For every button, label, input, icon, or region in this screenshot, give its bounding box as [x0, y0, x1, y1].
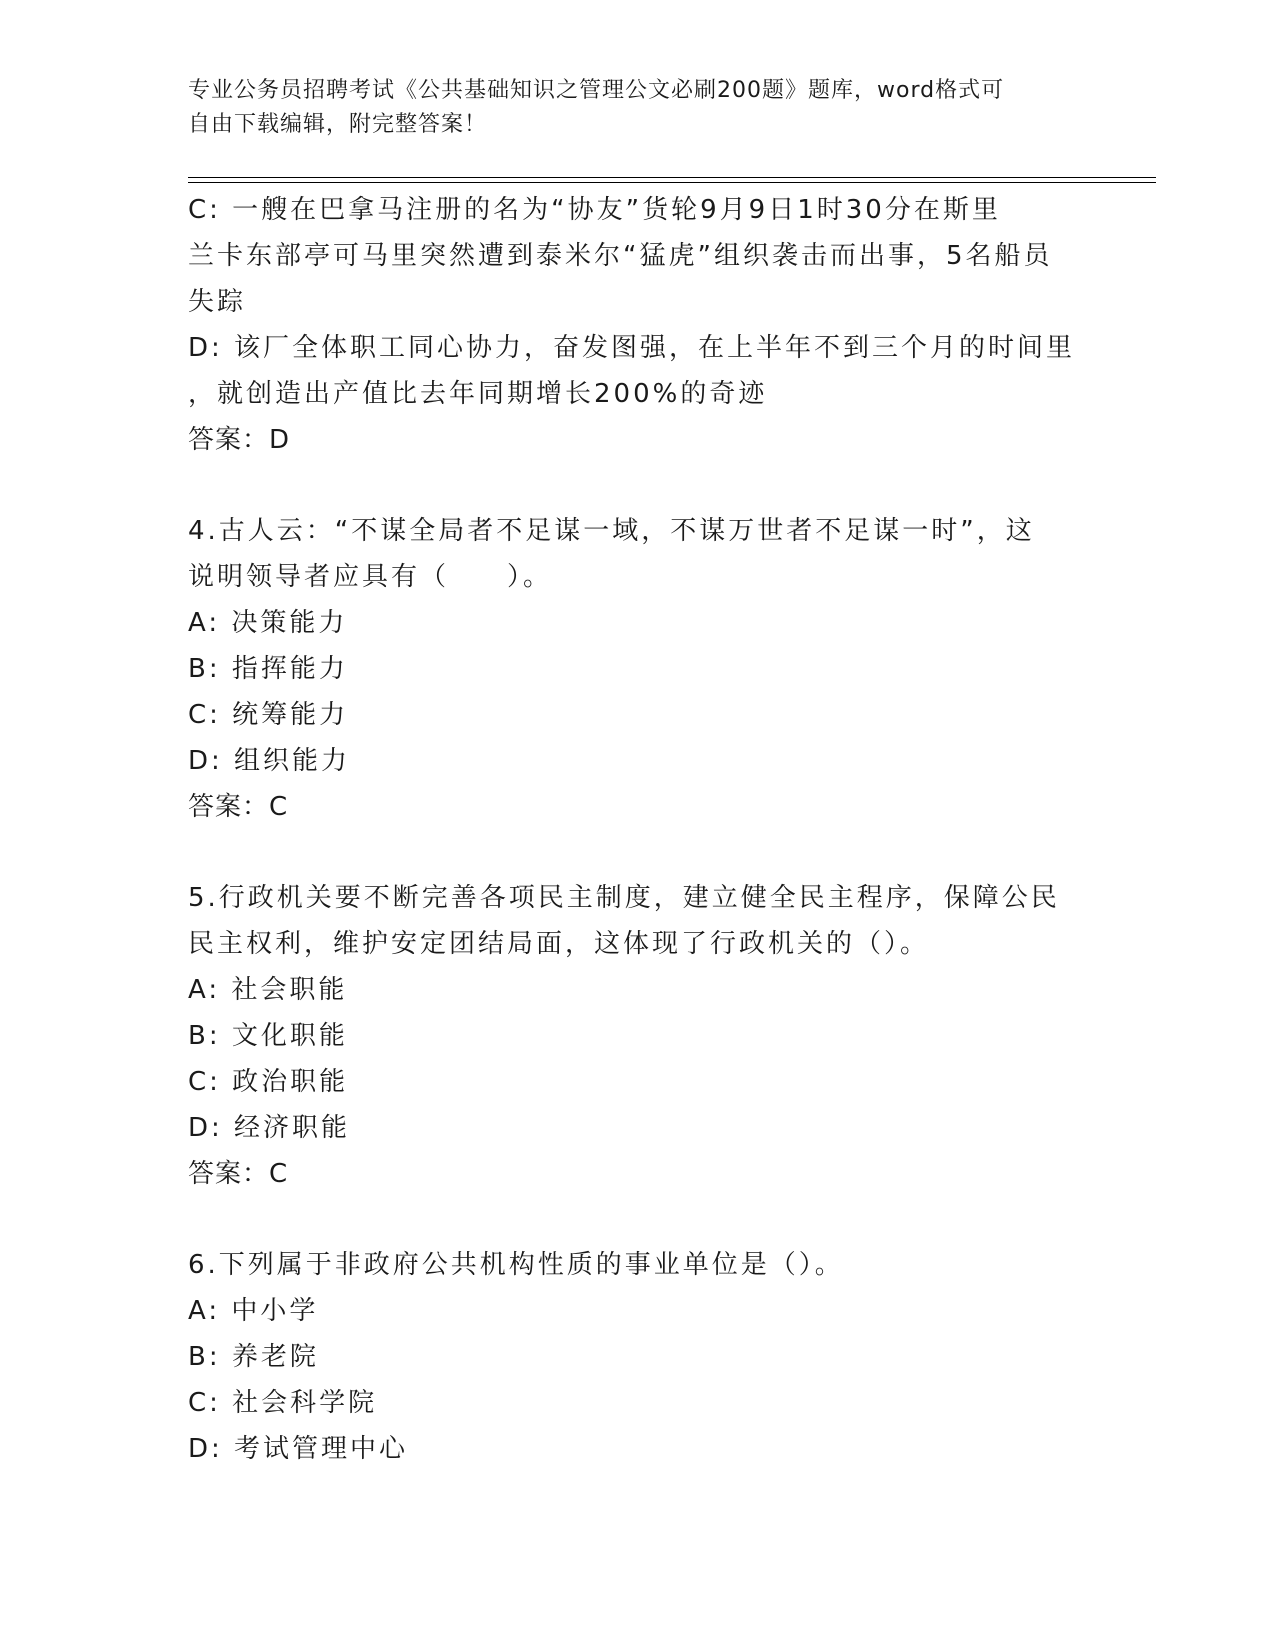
header-rule-top — [188, 177, 1156, 178]
document-body — [188, 187, 1088, 1472]
header-line-1: 专业公务员招聘考试《公共基础知识之管理公文必刷200题》题库，word格式可 — [188, 78, 1005, 103]
question-4 — [188, 508, 1088, 830]
option-d-line-2: ，就创造出产值比去年同期增长200%的奇迹 — [188, 379, 768, 409]
question-3-tail — [188, 187, 1088, 463]
answer-line: 答案：C — [188, 1159, 289, 1189]
question-stem-line-1: 4.古人云：“不谋全局者不足谋一域，不谋万世者不足谋一时”，这 — [188, 516, 1035, 546]
option-c-line-1: C: 一艘在巴拿马注册的名为“协友”货轮9月9日1时30分在斯里 — [188, 195, 1001, 225]
option-d: D: 经济职能 — [188, 1113, 351, 1143]
question-stem-line-1: 6.下列属于非政府公共机构性质的事业单位是（）。 — [188, 1250, 844, 1280]
answer-line: 答案：C — [188, 792, 289, 822]
question-5 — [188, 875, 1088, 1197]
question-spacer — [188, 830, 1088, 875]
option-d: D: 考试管理中心 — [188, 1434, 409, 1464]
option-c-line-3: 失踪 — [188, 287, 247, 317]
option-b: B: 指挥能力 — [188, 654, 348, 684]
option-a: A: 决策能力 — [188, 608, 348, 638]
option-c-line-2: 兰卡东部亭可马里突然遭到泰米尔“猛虎”组织袭击而出事，5名船员 — [188, 241, 1053, 271]
option-d-line-1: D: 该厂全体职工同心协力，奋发图强，在上半年不到三个月的时间里 — [188, 333, 1076, 363]
question-stem-line-2: 民主权利，维护安定团结局面，这体现了行政机关的（）。 — [188, 929, 930, 959]
question-spacer — [188, 1197, 1088, 1242]
option-b: B: 养老院 — [188, 1342, 319, 1372]
option-c: C: 政治职能 — [188, 1067, 349, 1097]
option-a: A: 社会职能 — [188, 975, 348, 1005]
header-rule-bottom — [188, 182, 1156, 183]
question-spacer — [188, 463, 1088, 508]
page-header — [188, 74, 1088, 142]
option-d: D: 组织能力 — [188, 746, 351, 776]
header-line-2: 自由下载编辑，附完整答案！ — [188, 112, 488, 137]
option-b: B: 文化职能 — [188, 1021, 348, 1051]
answer-line: 答案：D — [188, 425, 291, 455]
question-6 — [188, 1242, 1088, 1472]
option-c: C: 统筹能力 — [188, 700, 349, 730]
option-c: C: 社会科学院 — [188, 1388, 378, 1418]
question-stem-line-2: 说明领导者应具有（ ）。 — [188, 562, 553, 592]
option-a: A: 中小学 — [188, 1296, 319, 1326]
question-stem-line-1: 5.行政机关要不断完善各项民主制度，建立健全民主程序，保障公民 — [188, 883, 1060, 913]
